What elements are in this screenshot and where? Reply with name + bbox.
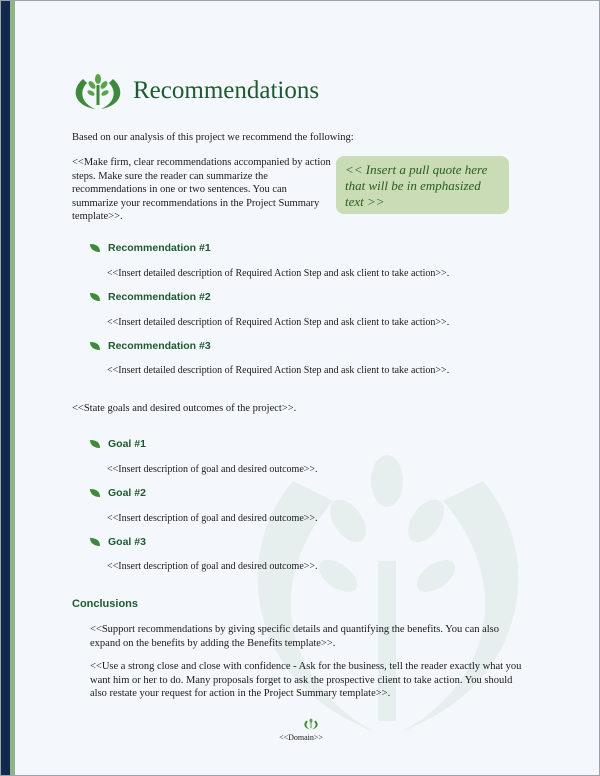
goals-intro-text: <<State goals and desired outcomes of the project>>. bbox=[72, 403, 297, 414]
leaf-bullet-icon bbox=[90, 244, 100, 252]
left-stripe-navy bbox=[1, 1, 10, 776]
goal-title: Goal #2 bbox=[108, 487, 146, 499]
goal-item bbox=[90, 536, 146, 548]
footer-logo-icon bbox=[303, 717, 319, 731]
recommendation-item bbox=[90, 291, 211, 303]
conclusions-paragraph: <<Use a strong close and close with confidence - Ask for the business, tell the reader exactly what you want him or her to do. Many proposals forget to ask the prospective client to take action. You should also restate your request for action in the Project Summary template>>. bbox=[90, 661, 522, 699]
recommendation-description: <<Insert detailed description of Required Action Step and ask client to take action>>. bbox=[107, 268, 450, 279]
left-stripe-green bbox=[10, 1, 15, 776]
pull-quote: << Insert a pull quote here that will be in emphasized text >> bbox=[336, 156, 509, 214]
goal-title: Goal #3 bbox=[108, 536, 146, 548]
goal-item bbox=[90, 438, 146, 450]
page-title: Recommendations bbox=[133, 77, 320, 104]
footer-domain: <<Domain>> bbox=[279, 733, 323, 742]
recommendation-title: Recommendation #1 bbox=[108, 242, 211, 254]
page-header bbox=[71, 71, 319, 111]
leaf-bullet-icon bbox=[90, 489, 100, 497]
conclusions-heading: Conclusions bbox=[72, 598, 139, 610]
goal-title: Goal #1 bbox=[108, 438, 146, 450]
recommendation-title: Recommendation #3 bbox=[108, 340, 211, 352]
recommendations-paragraph: <<Make firm, clear recommendations accompanied by action steps. Make sure the reader can summarize the recommendations in one or two sentences. You can summarize your recommendations in the Project Summary template>>. bbox=[72, 157, 331, 222]
goal-description: <<Insert description of goal and desired outcome>>. bbox=[107, 561, 318, 572]
goal-description: <<Insert description of goal and desired outcome>>. bbox=[107, 464, 318, 475]
recommendation-description: <<Insert detailed description of Required Action Step and ask client to take action>>. bbox=[107, 317, 450, 328]
leaf-bullet-icon bbox=[90, 538, 100, 546]
conclusions-paragraph: <<Support recommendations by giving specific details and quantifying the benefits. You can also expand on the benefits by adding the Benefits template>>. bbox=[90, 624, 500, 649]
intro-text: Based on our analysis of this project we recommend the following: bbox=[72, 132, 354, 143]
recommendation-item bbox=[90, 340, 211, 352]
recommendation-title: Recommendation #2 bbox=[108, 291, 211, 303]
leaf-bullet-icon bbox=[90, 342, 100, 350]
goal-description: <<Insert description of goal and desired outcome>>. bbox=[107, 513, 318, 524]
leaf-bullet-icon bbox=[90, 440, 100, 448]
recommendation-description: <<Insert detailed description of Required Action Step and ask client to take action>>. bbox=[107, 365, 450, 376]
leaf-bullet-icon bbox=[90, 293, 100, 301]
goal-item bbox=[90, 487, 146, 499]
recommendation-item bbox=[90, 242, 211, 254]
tree-logo-icon bbox=[71, 71, 125, 111]
